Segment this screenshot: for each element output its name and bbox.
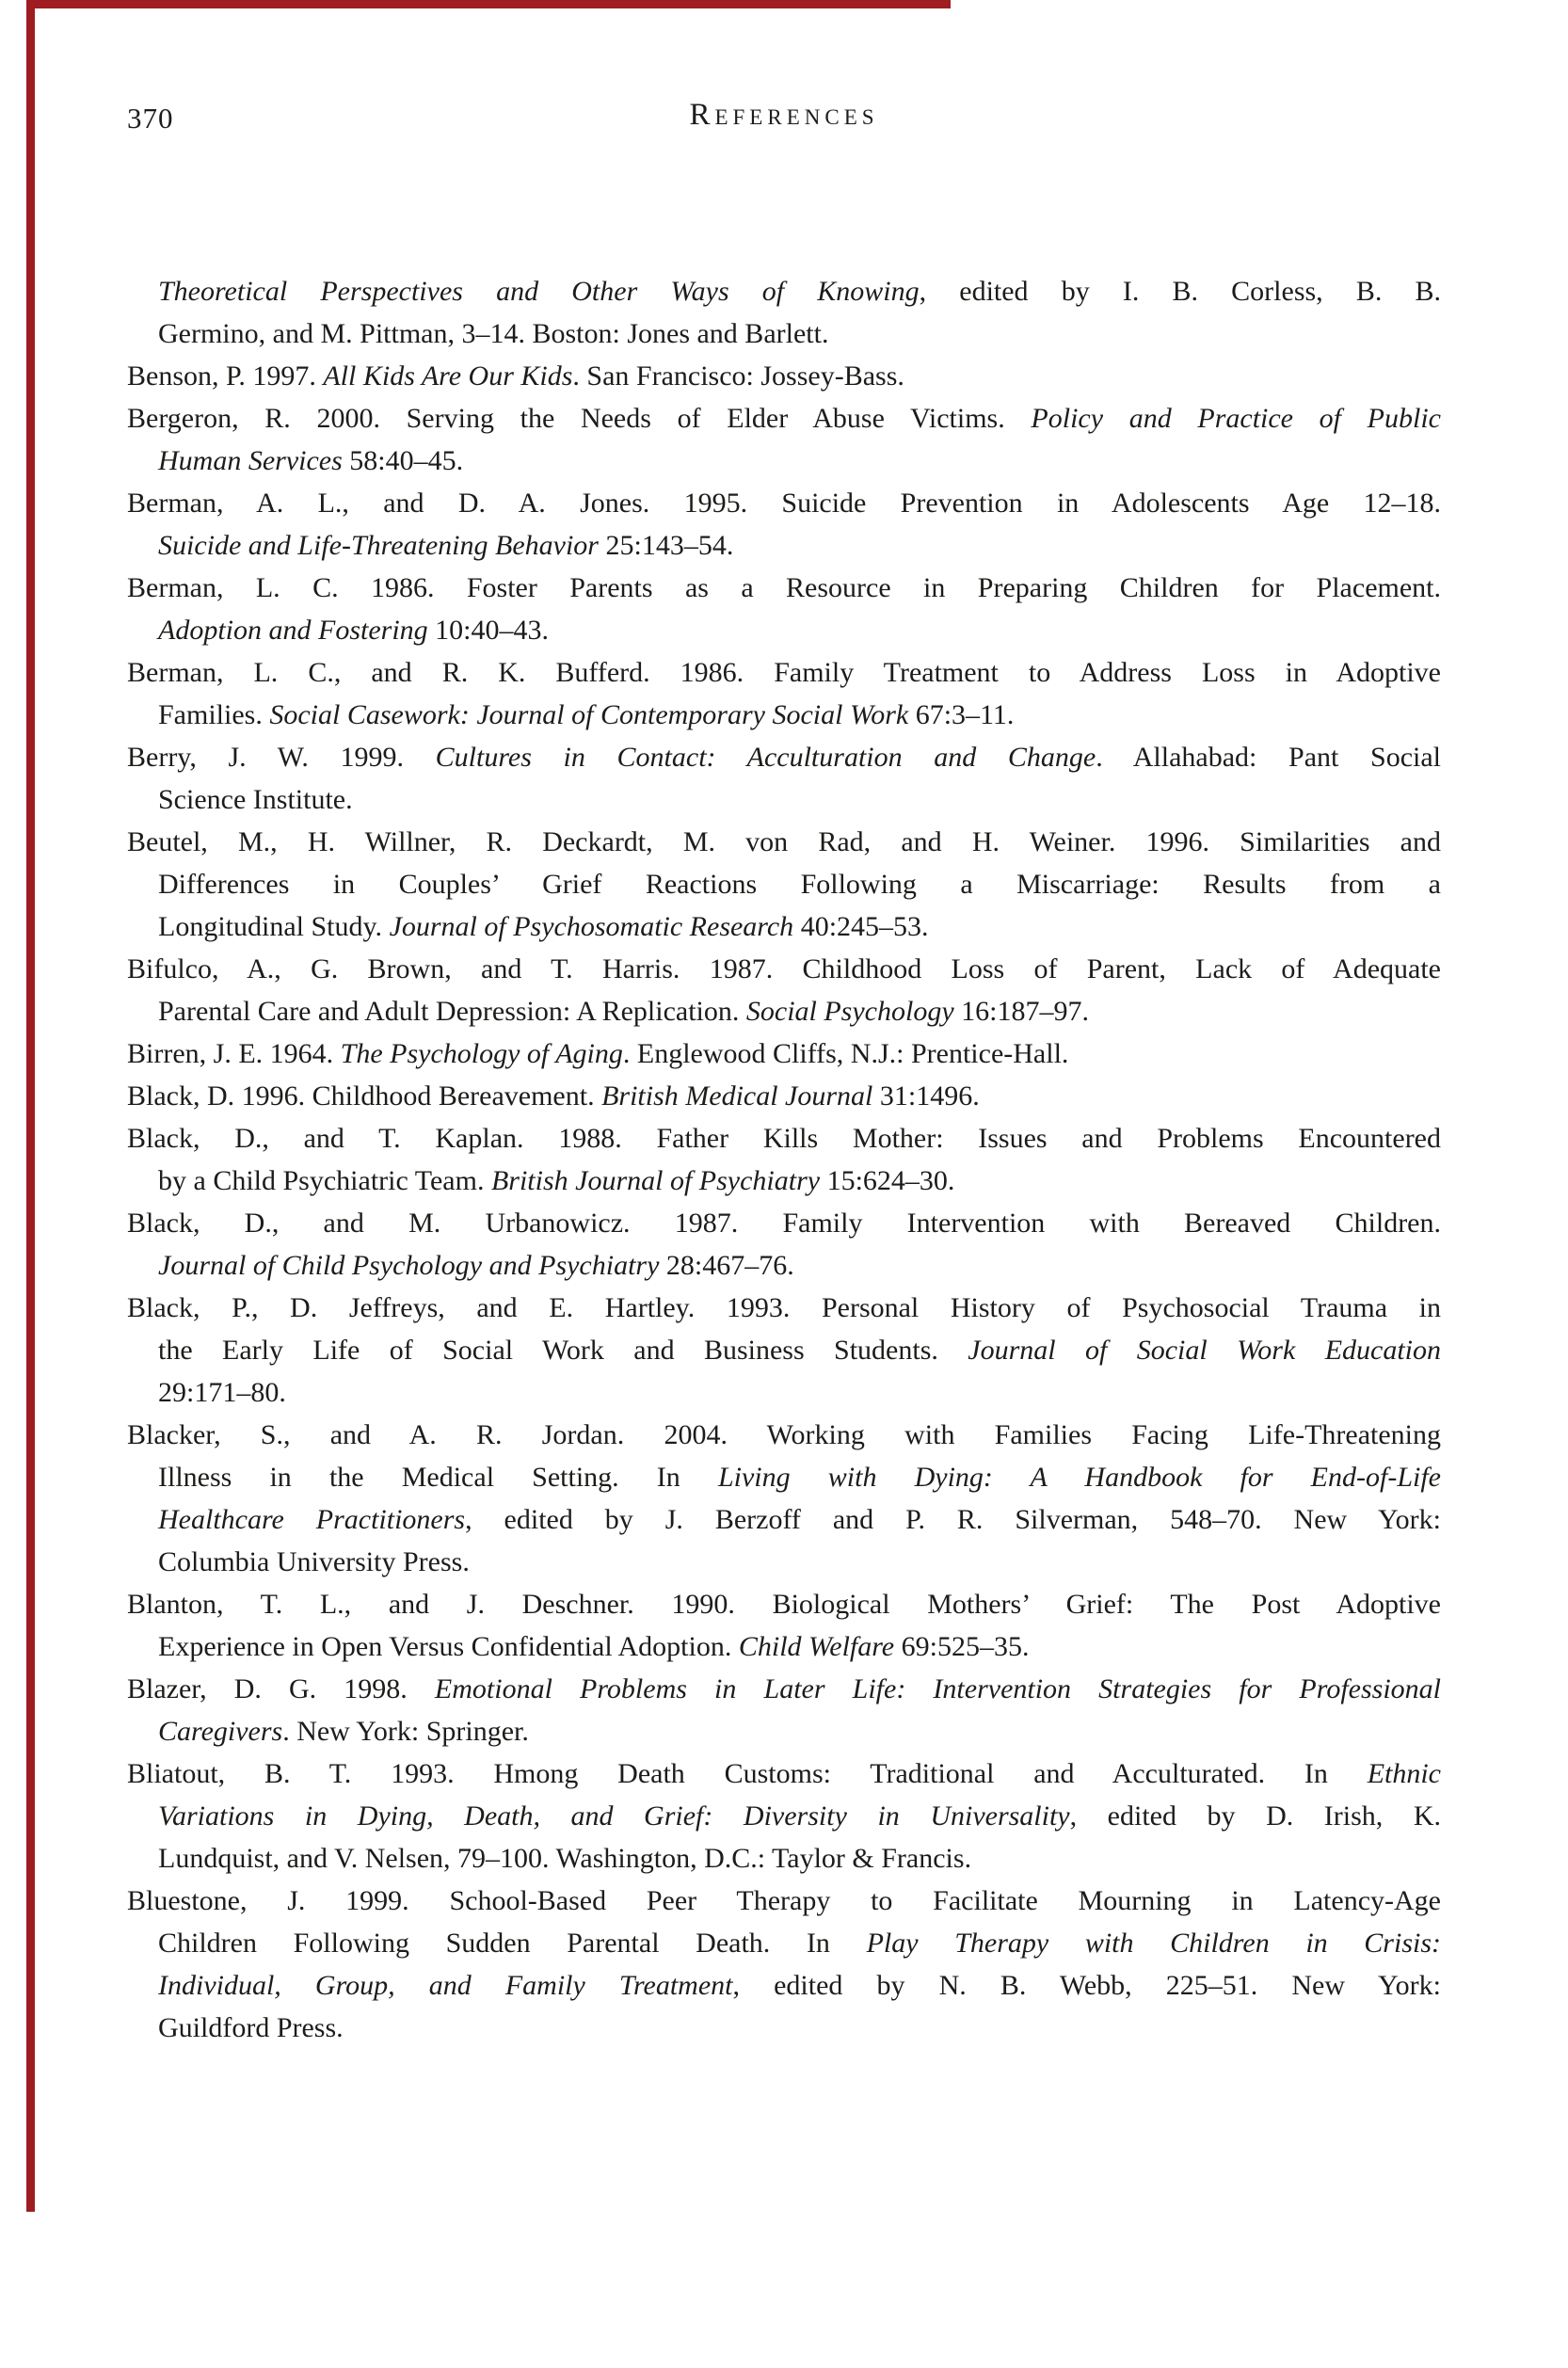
reference-line (127, 524, 1441, 567)
roman-text: Experience in Open Versus Confidential Adoption. (158, 1631, 739, 1662)
italic-text: Emotional Problems in Later Life: Intervention Strategies for Professional (434, 1673, 1441, 1704)
italic-text: All Kids Are Our Kids (323, 360, 573, 392)
reference-line (127, 2007, 1441, 2049)
roman-text: 58:40–45. (342, 445, 464, 476)
reference-line (127, 482, 1441, 524)
reference-line (127, 1244, 1441, 1287)
reference-line (127, 1880, 1441, 1922)
roman-text: Children Following Sudden Parental Death. In (158, 1928, 867, 1959)
italic-text: Child Welfare (738, 1631, 895, 1662)
roman-text: Benson, P. 1997. (127, 360, 324, 392)
roman-text: Longitudinal Study. (158, 911, 390, 942)
roman-text: Bliatout, B. T. 1993. Hmong Death Customs: Traditional and Acculturated. In (127, 1758, 1368, 1789)
roman-text: , edited by I. B. Corless, B. B. (919, 276, 1441, 307)
italic-text: Living with Dying: A Handbook for End-of-Life (717, 1462, 1441, 1493)
roman-text: . New York: Springer. (282, 1716, 529, 1747)
italic-text: Ethnic (1367, 1758, 1441, 1789)
reference-line (127, 397, 1441, 440)
roman-text: Blazer, D. G. 1998. (127, 1673, 435, 1704)
roman-text: Berman, L. C., and R. K. Bufferd. 1986. Family Treatment to Address Loss in Adoptive (127, 657, 1441, 688)
reference-line (127, 567, 1441, 609)
roman-text: Berman, L. C. 1986. Foster Parents as a Resource in Preparing Children for Placement. (127, 572, 1441, 603)
reference-line (127, 1752, 1441, 1795)
reference-line (127, 1668, 1441, 1710)
reference-line (127, 1710, 1441, 1752)
roman-text: 15:624–30. (820, 1165, 955, 1196)
reference-line (127, 863, 1441, 905)
reference-line (127, 736, 1441, 778)
roman-text: Families. (158, 699, 270, 730)
roman-text: by a Child Psychiatric Team. (158, 1165, 491, 1196)
reference-line (127, 1837, 1441, 1880)
page-header (127, 98, 1441, 139)
italic-text: Adoption and Fostering (158, 615, 428, 646)
scan-edge-vertical-stripe (26, 0, 35, 2212)
roman-text: Black, D., and M. Urbanowicz. 1987. Family Intervention with Bereaved Children. (127, 1208, 1441, 1239)
roman-text: 67:3–11. (908, 699, 1015, 730)
italic-text: Caregivers (158, 1716, 283, 1747)
italic-text: The Psychology of Aging (340, 1038, 623, 1069)
roman-text: Black, D. 1996. Childhood Bereavement. (127, 1080, 602, 1112)
roman-text: 28:467–76. (659, 1250, 794, 1281)
roman-text: Differences in Couples’ Grief Reactions Following a Miscarriage: Results from a (158, 869, 1441, 900)
roman-text: 25:143–54. (598, 530, 734, 561)
italic-text: Journal of Psychosomatic Research (389, 911, 794, 942)
italic-text: Play Therapy with Children in Crisis: (866, 1928, 1441, 1959)
reference-line (127, 1583, 1441, 1625)
reference-line (127, 1964, 1441, 2007)
reference-line (127, 440, 1441, 482)
reference-line (127, 609, 1441, 651)
italic-text: Human Services (158, 445, 343, 476)
roman-text: Bluestone, J. 1999. School-Based Peer Therapy to Facilitate Mourning in Latency-Age (127, 1885, 1441, 1916)
roman-text: 31:1496. (872, 1080, 980, 1112)
roman-text: Columbia University Press. (158, 1546, 470, 1577)
reference-line (127, 1541, 1441, 1583)
italic-text: Suicide and Life-Threatening Behavior (158, 530, 599, 561)
roman-text: . Englewood Cliffs, N.J.: Prentice-Hall. (622, 1038, 1069, 1069)
reference-line (127, 948, 1441, 990)
roman-text: Parental Care and Adult Depression: A Replication. (158, 996, 746, 1027)
reference-line (127, 1202, 1441, 1244)
roman-text: Berry, J. W. 1999. (127, 742, 436, 773)
roman-text: Birren, J. E. 1964. (127, 1038, 341, 1069)
references-list (127, 270, 1441, 2049)
reference-line (127, 1456, 1441, 1498)
roman-text: 40:245–53. (793, 911, 929, 942)
reference-line (127, 1329, 1441, 1371)
roman-text: , edited by D. Irish, K. (1069, 1800, 1441, 1832)
roman-text: the Early Life of Social Work and Business Students. (158, 1335, 968, 1366)
reference-line (127, 1160, 1441, 1202)
reference-line (127, 1795, 1441, 1837)
roman-text: Black, D., and T. Kaplan. 1988. Father Kills Mother: Issues and Problems Encountered (127, 1123, 1441, 1154)
reference-line (127, 1922, 1441, 1964)
italic-text: Variations in Dying, Death, and Grief: Diversity in Universality (158, 1800, 1070, 1832)
roman-text: Black, P., D. Jeffreys, and E. Hartley. 1993. Personal History of Psychosocial Trauma in (127, 1292, 1441, 1323)
italic-text: Healthcare Practitioners (158, 1504, 466, 1535)
italic-text: Cultures in Contact: Acculturation and Change (435, 742, 1096, 773)
roman-text: Blanton, T. L., and J. Deschner. 1990. Biological Mothers’ Grief: The Post Adoptive (127, 1589, 1441, 1620)
roman-text: Lundquist, and V. Nelsen, 79–100. Washington, D.C.: Taylor & Francis. (158, 1843, 972, 1874)
reference-line (127, 270, 1441, 312)
roman-text: . San Francisco: Jossey-Bass. (572, 360, 904, 392)
reference-line (127, 1371, 1441, 1414)
reference-line (127, 694, 1441, 736)
reference-line (127, 1117, 1441, 1160)
roman-text: Illness in the Medical Setting. In (158, 1462, 718, 1493)
reference-line (127, 355, 1441, 397)
italic-text: Journal of Child Psychology and Psychiatry (158, 1250, 660, 1281)
roman-text: . Allahabad: Pant Social (1096, 742, 1441, 773)
reference-line (127, 1625, 1441, 1668)
roman-text: 10:40–43. (427, 615, 549, 646)
running-head-title: References (689, 98, 879, 132)
reference-line (127, 990, 1441, 1032)
scan-edge-horizontal-stripe (26, 0, 951, 8)
italic-text: British Medical Journal (601, 1080, 873, 1112)
reference-line (127, 1498, 1441, 1541)
reference-line (127, 778, 1441, 821)
reference-line (127, 1287, 1441, 1329)
reference-line (127, 1414, 1441, 1456)
page-number: 370 (127, 102, 174, 135)
roman-text: Germino, and M. Pittman, 3–14. Boston: Jones and Barlett. (158, 318, 829, 349)
italic-text: Individual, Group, and Family Treatment (158, 1970, 733, 2001)
roman-text: 29:171–80. (158, 1377, 286, 1408)
italic-text: Theoretical Perspectives and Other Ways of Knowing (158, 276, 920, 307)
reference-line (127, 651, 1441, 694)
roman-text: Bifulco, A., G. Brown, and T. Harris. 1987. Childhood Loss of Parent, Lack of Adequate (127, 953, 1441, 984)
reference-line (127, 821, 1441, 863)
roman-text: Science Institute. (158, 784, 353, 815)
roman-text: , edited by J. Berzoff and P. R. Silverman, 548–70. New York: (465, 1504, 1441, 1535)
roman-text: Berman, A. L., and D. A. Jones. 1995. Suicide Prevention in Adolescents Age 12–18. (127, 488, 1441, 519)
italic-text: British Journal of Psychiatry (490, 1165, 821, 1196)
roman-text: Blacker, S., and A. R. Jordan. 2004. Working with Families Facing Life-Threatening (127, 1419, 1441, 1450)
roman-text: , edited by N. B. Webb, 225–51. New York: (732, 1970, 1441, 2001)
reference-line (127, 312, 1441, 355)
roman-text: 16:187–97. (953, 996, 1089, 1027)
reference-line (127, 1075, 1441, 1117)
roman-text: Bergeron, R. 2000. Serving the Needs of Elder Abuse Victims. (127, 403, 1032, 434)
roman-text: 69:525–35. (894, 1631, 1030, 1662)
roman-text: Guildford Press. (158, 2012, 344, 2043)
italic-text: Social Casework: Journal of Contemporary Social Work (269, 699, 909, 730)
roman-text: Beutel, M., H. Willner, R. Deckardt, M. von Rad, and H. Weiner. 1996. Similarities and (127, 826, 1441, 857)
italic-text: Policy and Practice of Public (1031, 403, 1441, 434)
italic-text: Social Psychology (745, 996, 954, 1027)
italic-text: Journal of Social Work Education (968, 1335, 1442, 1366)
reference-line (127, 1032, 1441, 1075)
reference-line (127, 905, 1441, 948)
